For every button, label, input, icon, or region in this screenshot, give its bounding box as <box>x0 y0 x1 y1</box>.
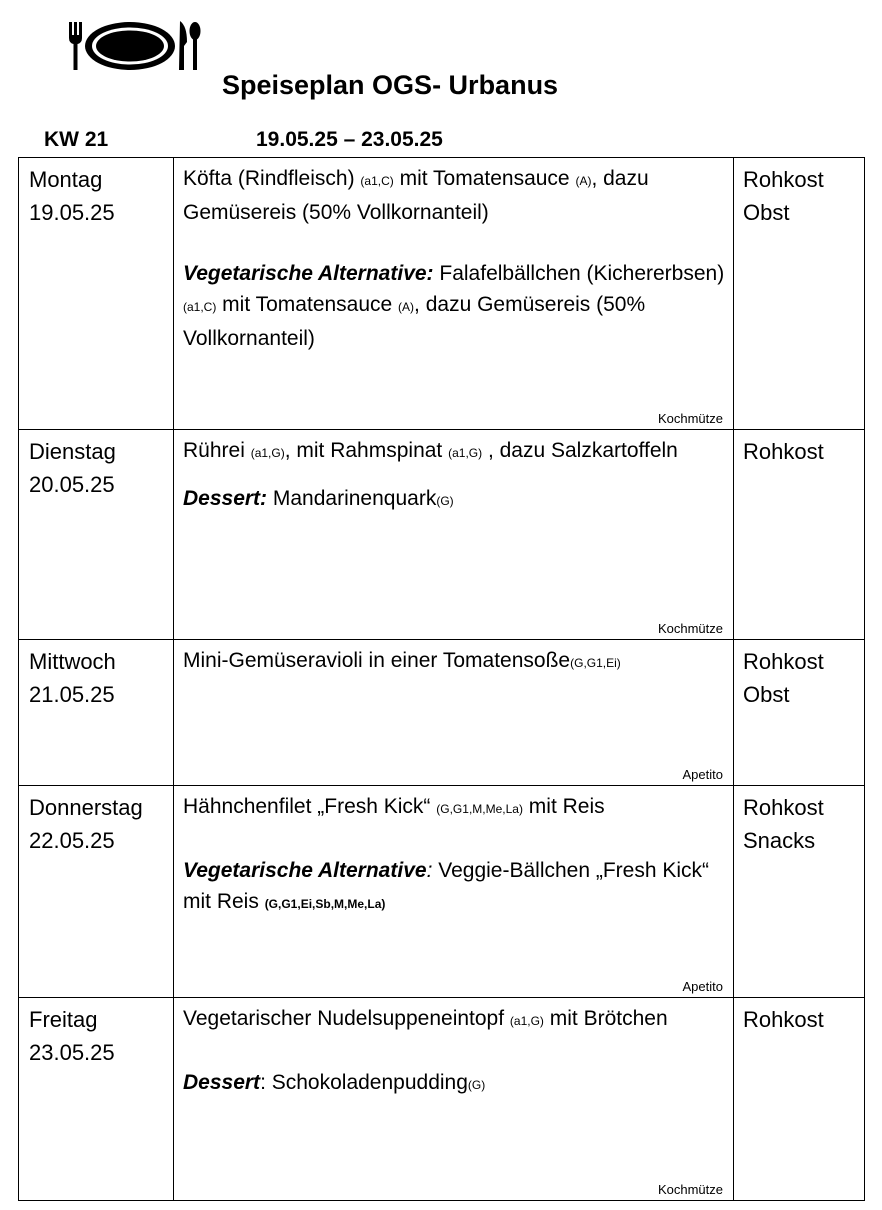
main-dish <box>183 163 725 228</box>
side-item: Rohkost <box>743 795 824 820</box>
day-name: Donnerstag <box>29 795 143 820</box>
label-colon: : <box>426 859 433 882</box>
dessert-label: Dessert: <box>183 487 268 510</box>
day-date: 20.05.25 <box>29 472 115 497</box>
allergen-codes: (G) <box>467 1078 486 1092</box>
dessert-label: Dessert <box>183 1071 261 1094</box>
allergen-codes: (A) <box>398 300 415 314</box>
dish-text: , dazu Salzkartoffeln <box>482 439 678 462</box>
vegetarian-label: Vegetarische Alternative <box>183 859 427 882</box>
dish-text: Vegetarischer Nudelsuppeneintopf <box>183 1007 510 1030</box>
vegetarian-alternative <box>183 855 725 920</box>
day-name: Dienstag <box>29 439 116 464</box>
allergen-codes: (a1,G) <box>250 446 285 460</box>
allergen-codes: (a1,G) <box>448 446 483 460</box>
meal-cell <box>174 640 734 785</box>
sides-cell <box>734 786 864 997</box>
day-cell <box>19 430 174 639</box>
side-item: Snacks <box>743 828 816 853</box>
supplier-label: Apetito <box>682 979 723 994</box>
day-name: Freitag <box>29 1007 98 1032</box>
day-cell <box>19 158 174 429</box>
side-item: Rohkost <box>743 167 824 192</box>
supplier-label: Kochmütze <box>657 411 723 426</box>
dish-text: Rührei <box>183 439 251 462</box>
allergen-codes: (G) <box>436 494 454 508</box>
allergen-codes: (G,G1,Ei,Sb,M,Me,La) <box>264 897 386 911</box>
side-item: Rohkost <box>743 649 824 674</box>
label-colon: : <box>260 1071 266 1094</box>
dish-text: Falafelbällchen (Kichererbsen) <box>433 262 725 285</box>
day-name: Montag <box>29 167 103 192</box>
dish-text: mit Brötchen <box>543 1007 668 1030</box>
day-name: Mittwoch <box>29 649 116 674</box>
dish-text: , dazu Gemüsereis (50% Vollkornanteil) <box>183 293 646 350</box>
day-date: 23.05.25 <box>29 1040 115 1065</box>
date-range: 19.05.25 – 23.05.25 <box>256 128 443 151</box>
side-item: Rohkost <box>743 1007 824 1032</box>
side-item: Obst <box>743 682 790 707</box>
vegetarian-label: Vegetarische Alternative: <box>183 262 434 285</box>
day-cell <box>19 786 174 997</box>
dish-text: , mit Rahmspinat <box>284 439 449 462</box>
day-date: 21.05.25 <box>29 682 115 707</box>
dessert <box>183 483 725 517</box>
side-item: Obst <box>743 200 790 225</box>
menu-row-tuesday <box>18 429 865 639</box>
supplier-label: Apetito <box>682 767 723 782</box>
side-item: Rohkost <box>743 439 824 464</box>
day-cell <box>19 998 174 1200</box>
main-dish <box>183 435 725 469</box>
allergen-codes: (a1,G) <box>509 1014 544 1028</box>
dish-text: Schokoladenpudding <box>265 1071 468 1094</box>
sides-cell <box>734 158 864 429</box>
meal-cell <box>174 430 734 639</box>
dish-text: mit Tomatensauce <box>393 167 576 190</box>
sides-cell <box>734 998 864 1200</box>
meal-cell <box>174 998 734 1200</box>
menu-row-monday <box>18 157 865 429</box>
dish-text: mit Reis <box>522 795 605 818</box>
day-date: 19.05.25 <box>29 200 115 225</box>
day-cell <box>19 640 174 785</box>
allergen-codes: (a1,C) <box>183 300 217 314</box>
dish-text: Veggie-Bällchen „Fresh Kick“ mit Reis <box>183 859 710 913</box>
menu-row-friday <box>18 997 865 1201</box>
menu-row-thursday <box>18 785 865 997</box>
dish-text: Köfta (Rindfleisch) <box>183 167 361 190</box>
meal-cell <box>174 158 734 429</box>
allergen-codes: (G,G1,Ei) <box>570 656 621 670</box>
allergen-codes: (a1,C) <box>360 174 394 188</box>
dish-text: Mandarinenquark <box>267 487 437 510</box>
main-dish <box>183 1003 725 1037</box>
cutlery-plate-icon <box>66 18 202 72</box>
menu-table <box>18 157 865 1201</box>
sides-cell <box>734 430 864 639</box>
allergen-codes: (A) <box>575 174 592 188</box>
dish-text: Hähnchenfilet „Fresh Kick“ <box>183 795 437 818</box>
vegetarian-alternative <box>183 258 725 354</box>
page-title: Speiseplan OGS- Urbanus <box>222 70 559 100</box>
dish-text: mit Tomatensauce <box>216 293 399 316</box>
sides-cell <box>734 640 864 785</box>
menu-row-wednesday <box>18 639 865 785</box>
calendar-week: KW 21 <box>44 128 109 151</box>
day-date: 22.05.25 <box>29 828 115 853</box>
allergen-codes: (G,G1,M,Me,La) <box>436 802 523 816</box>
supplier-label: Kochmütze <box>657 1182 723 1197</box>
supplier-label: Kochmütze <box>657 621 723 636</box>
dessert <box>183 1067 725 1101</box>
dish-text: Mini-Gemüseravioli in einer Tomatensoße <box>183 649 571 672</box>
main-dish <box>183 645 725 679</box>
main-dish <box>183 791 725 825</box>
dish-text: , dazu Gemüsereis (50% Vollkornanteil) <box>183 167 649 224</box>
meal-cell <box>174 786 734 997</box>
